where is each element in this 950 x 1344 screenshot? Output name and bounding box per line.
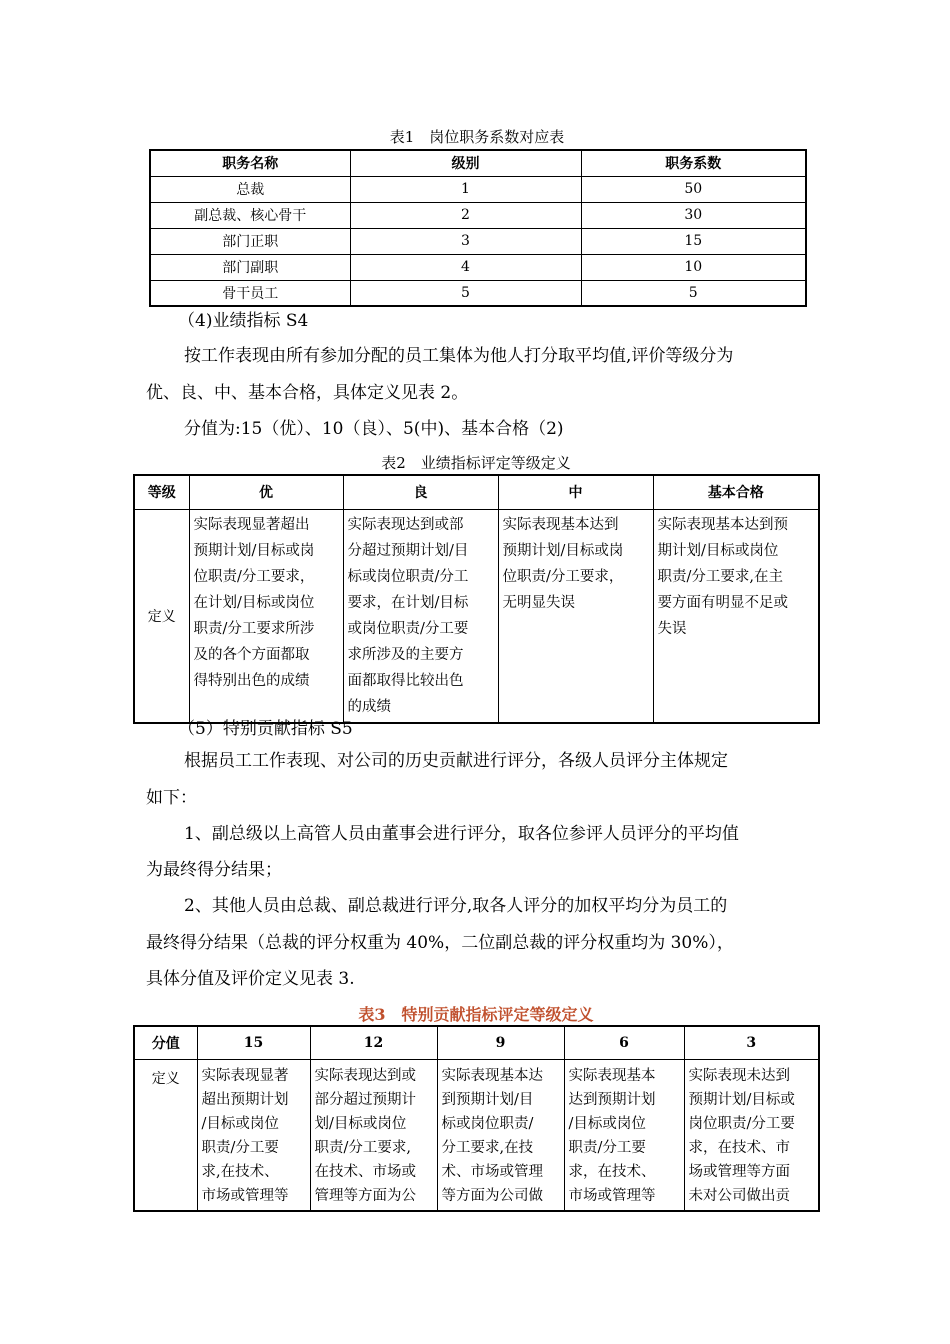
table2-def-cell [653, 509, 819, 723]
table1-cell: 部门正职 [150, 228, 350, 254]
def-line: 期计划/目标或岗位 [657, 542, 779, 559]
def-line: 达到预期计划 [568, 1091, 656, 1108]
section5-item1-line: 为最终得分结果； [146, 860, 282, 880]
table3-header: 12 [310, 1026, 437, 1059]
table3-def-cell [197, 1059, 310, 1211]
table2-caption: 表2 业绩指标评定等级定义 [381, 454, 571, 472]
section4-paragraph-line: 优、良、中、基本合格，具体定义见表 2。 [146, 383, 469, 403]
table-row [134, 1059, 819, 1211]
def-line: 预期计划/目标或岗 [502, 542, 624, 559]
table-row [150, 202, 806, 228]
def-line: 职责/分工要求, [314, 1139, 411, 1156]
table3-header: 分值 [134, 1026, 197, 1059]
table1 [149, 149, 807, 307]
def-line: 职责/分工要求所涉 [193, 620, 315, 637]
def-line: 实际表现未达到 [688, 1067, 790, 1084]
def-line: 实际表现达到或 [314, 1067, 416, 1084]
table1-cell: 5 [581, 280, 806, 306]
def-line: 要方面有明显不足或 [657, 594, 788, 611]
def-line: 标或岗位职责/分工 [347, 568, 469, 585]
def-line: 到预期计划/目 [441, 1091, 534, 1108]
def-line: 实际表现基本达到预 [657, 516, 788, 533]
def-line: 面都取得比较出色 [347, 672, 464, 689]
table2-def-cell [343, 509, 498, 723]
section5-item2-line: 具体分值及评价定义见表 3. [146, 969, 355, 989]
table2-header: 良 [343, 475, 498, 509]
def-line: 职责/分工要 [201, 1139, 279, 1156]
table3-header: 3 [684, 1026, 819, 1059]
table1-cell: 3 [350, 228, 581, 254]
def-line: 岗位职责/分工要 [688, 1115, 795, 1132]
table3-def-cell [437, 1059, 564, 1211]
section5-item2-line: 2、其他人员由总裁、副总裁进行评分,取各人评分的加权平均分为员工的 [184, 896, 728, 916]
table1-cell: 30 [581, 202, 806, 228]
table3-def-cell [564, 1059, 684, 1211]
def-line: 位职责/分工要求， [502, 568, 624, 585]
def-line: 管理等方面为公 [314, 1187, 416, 1204]
section5-item1-line: 1、副总级以上高管人员由董事会进行评分，取各位参评人员评分的平均值 [184, 824, 739, 844]
def-line: 标或岗位职责/ [441, 1115, 534, 1132]
def-line: 实际表现显著超出 [193, 516, 310, 533]
def-line: 划/目标或岗位 [314, 1115, 407, 1132]
table2-header: 等级 [134, 475, 189, 509]
def-line: /目标或岗位 [201, 1115, 279, 1132]
def-line: 实际表现基本达 [441, 1067, 543, 1084]
table1-header: 职务系数 [581, 150, 806, 176]
table3-header: 6 [564, 1026, 684, 1059]
table-row [134, 509, 819, 723]
def-line: 分超过预期计划/目 [347, 542, 469, 559]
table-row [150, 228, 806, 254]
table3-row-label: 定义 [134, 1059, 197, 1211]
table2-def-cell [189, 509, 343, 723]
def-line: 实际表现显著 [201, 1067, 289, 1084]
def-line: 得特别出色的成绩 [193, 672, 310, 689]
table1-cell: 2 [350, 202, 581, 228]
table2 [133, 474, 820, 724]
table3-def-cell [310, 1059, 437, 1211]
def-line: 市场或管理等 [201, 1187, 289, 1204]
table2-header: 中 [498, 475, 653, 509]
table3-header: 15 [197, 1026, 310, 1059]
table2-header: 优 [189, 475, 343, 509]
table3-def-cell [684, 1059, 819, 1211]
table1-cell: 10 [581, 254, 806, 280]
def-line: 术、市场或管理 [441, 1163, 543, 1180]
def-line: 无明显失误 [502, 594, 575, 611]
def-line: 求,在技术、 [201, 1163, 279, 1180]
def-line: 的成绩 [347, 698, 391, 715]
section4-heading: （4)业绩指标 S4 [178, 311, 309, 331]
table1-cell: 骨干员工 [150, 280, 350, 306]
table1-header: 级别 [350, 150, 581, 176]
def-line: 要求，在计划/目标 [347, 594, 469, 611]
def-line: 在计划/目标或岗位 [193, 594, 315, 611]
def-line: 未对公司做出贡 [688, 1187, 790, 1204]
def-line: 或岗位职责/分工要 [347, 620, 469, 637]
table1-header-row [150, 150, 806, 176]
def-line: 预期计划/目标或 [688, 1091, 795, 1108]
table3-caption: 表3 特别贡献指标评定等级定义 [358, 1005, 594, 1024]
def-line: 及的各个方面都取 [193, 646, 310, 663]
table3-header-row [134, 1026, 819, 1059]
table1-cell: 总裁 [150, 176, 350, 202]
section4-paragraph-line: 按工作表现由所有参加分配的员工集体为他人打分取平均值,评价等级分为 [184, 346, 734, 366]
def-line: 部分超过预期计 [314, 1091, 416, 1108]
table2-def-cell [498, 509, 653, 723]
table1-cell: 副总裁、核心骨干 [150, 202, 350, 228]
def-line: 位职责/分工要求， [193, 568, 315, 585]
def-line: 场或管理等方面 [688, 1163, 790, 1180]
def-line: 预期计划/目标或岗 [193, 542, 315, 559]
table1-cell: 50 [581, 176, 806, 202]
def-line: 失误 [657, 620, 687, 637]
def-line: 市场或管理等 [568, 1187, 656, 1204]
table1-cell: 部门副职 [150, 254, 350, 280]
table2-header-row [134, 475, 819, 509]
table3-header: 9 [437, 1026, 564, 1059]
table1-cell: 15 [581, 228, 806, 254]
table1-caption: 表1 岗位职务系数对应表 [389, 128, 565, 146]
def-line: 职责/分工要 [568, 1139, 646, 1156]
def-line: 等方面为公司做 [441, 1187, 543, 1204]
def-line: 在技术、市场或 [314, 1163, 416, 1180]
def-line: 超出预期计划 [201, 1091, 289, 1108]
table2-row-label: 定义 [134, 509, 189, 723]
table2-header: 基本合格 [653, 475, 819, 509]
table3 [133, 1025, 820, 1212]
section5-heading: （5）特别贡献指标 S5 [178, 719, 353, 739]
table1-cell: 5 [350, 280, 581, 306]
def-line: 求，在技术、市 [688, 1139, 790, 1156]
section5-paragraph-line: 如下： [146, 788, 197, 808]
section5-paragraph-line: 根据员工工作表现、对公司的历史贡献进行评分，各级人员评分主体规定 [184, 751, 728, 771]
table-row [150, 254, 806, 280]
def-line: 实际表现基本达到 [502, 516, 619, 533]
def-line: 职责/分工要求,在主 [657, 568, 783, 585]
section5-item2-line: 最终得分结果（总裁的评分权重为 40%，二位副总裁的评分权重均为 30%）， [146, 933, 734, 953]
def-line: 实际表现基本 [568, 1067, 656, 1084]
def-line: 实际表现达到或部 [347, 516, 464, 533]
def-line: 求所涉及的主要方 [347, 646, 464, 663]
table1-header: 职务名称 [150, 150, 350, 176]
def-line: /目标或岗位 [568, 1115, 646, 1132]
table1-cell: 4 [350, 254, 581, 280]
def-line: 分工要求,在技 [441, 1139, 534, 1156]
section4-score-line: 分值为:15（优）、10（良）、5(中)、基本合格（2) [184, 419, 564, 439]
def-line: 求，在技术、 [568, 1163, 656, 1180]
table1-cell: 1 [350, 176, 581, 202]
table-row [150, 176, 806, 202]
